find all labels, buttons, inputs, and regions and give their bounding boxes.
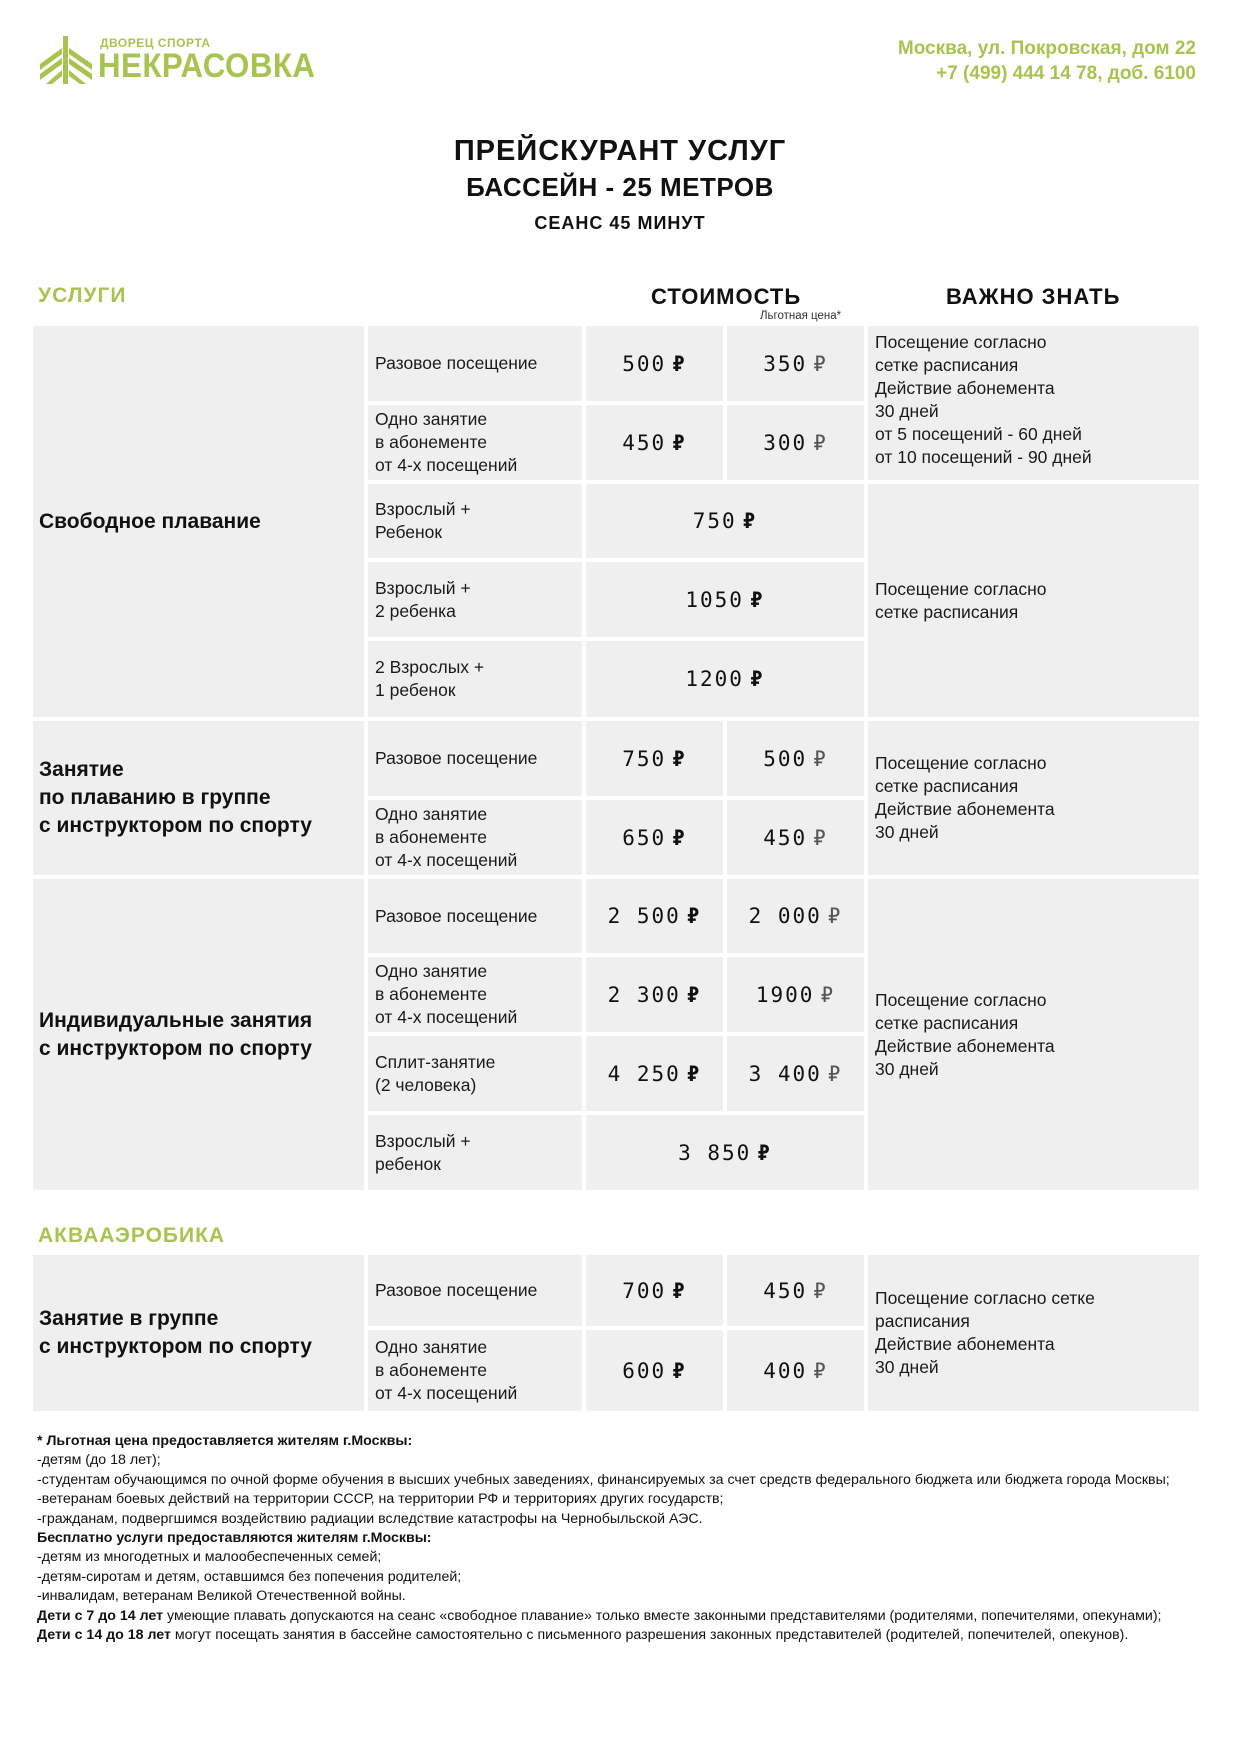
price-cell: [586, 1255, 723, 1326]
price-cell: [586, 1330, 723, 1411]
price-cell: [586, 957, 723, 1032]
option-cell: Разовое посещение: [368, 1255, 582, 1326]
logo-mark-icon: [40, 34, 92, 86]
page-title: [0, 134, 1240, 240]
discount-price-cell: [727, 721, 864, 796]
price-cell: [586, 326, 723, 401]
discount-price-value: 300: [763, 430, 808, 455]
option-cell: Одно занятие в абонементе от 4-х посещений: [368, 957, 582, 1032]
option-cell: Одно занятие в абонементе от 4-х посещений: [368, 800, 582, 875]
info-cell: Посещение согласно сетке расписания Действие абонемента 30 дней: [868, 721, 1199, 875]
discount-price-value: 450: [763, 825, 808, 850]
price-cell: [586, 879, 723, 953]
option-cell: Взрослый + 2 ребенка: [368, 562, 582, 637]
option-cell: Разовое посещение: [368, 326, 582, 401]
ruble-icon: ₽: [813, 430, 828, 455]
price-value: 2 500: [607, 904, 681, 928]
contacts: [898, 36, 1196, 86]
discount-item: -детям (до 18 лет);: [37, 1452, 161, 1469]
title-line-2: БАССЕЙН - 25 МЕТРОВ: [466, 172, 774, 202]
discount-price-cell: [727, 1330, 864, 1411]
ruble-icon: ₽: [813, 825, 828, 850]
title-line-3: СЕАНС 45 МИНУТ: [534, 213, 706, 233]
ruble-icon: ₽: [827, 904, 843, 928]
price-cell: [586, 405, 723, 480]
discount-price-value: 350: [763, 351, 808, 376]
free-item: -детям-сиротам и детям, оставшимся без попечения родителей;: [37, 1568, 462, 1585]
info-cell: Посещение согласно сетке расписания Действие абонемента 30 дней: [868, 1255, 1199, 1411]
service-group-swim: Занятие по плаванию в группе с инструктором по спорту: [33, 721, 364, 875]
ruble-icon: ₽: [813, 1358, 828, 1383]
price-value: 450: [622, 430, 667, 455]
logo-title: НЕКРАСОВКА: [98, 47, 316, 85]
kids-14-18-note: Дети с 14 до 18 лет могут посещать занятия в бассейне самостоятельно с письменного разрешения законных представителей (родителей, попечителей, опекунов).: [37, 1627, 1129, 1644]
ruble-icon: ₽: [672, 1358, 687, 1383]
footnotes: [37, 1432, 1207, 1645]
ruble-icon: ₽: [686, 1061, 702, 1086]
discount-price-value: 400: [763, 1358, 808, 1383]
price-cell: [586, 1115, 864, 1190]
price-cell: [586, 641, 864, 717]
price-cell: [586, 800, 723, 875]
ruble-icon: ₽: [749, 667, 765, 691]
price-value: 600: [622, 1358, 667, 1383]
services-heading: УСЛУГИ: [38, 284, 127, 307]
ruble-icon: ₽: [672, 746, 687, 771]
discount-price-cell: [727, 405, 864, 480]
ruble-icon: ₽: [749, 587, 765, 612]
discount-price-value: 3 400: [748, 1061, 822, 1086]
free-item: -инвалидам, ветеранам Великой Отечественной войны.: [37, 1588, 406, 1605]
option-cell: Сплит-занятие (2 человека): [368, 1036, 582, 1111]
discount-price-note: Льготная цена*: [760, 310, 842, 322]
discount-price-cell: [727, 957, 864, 1032]
info-cell: Посещение согласно сетке расписания: [868, 484, 1199, 717]
ruble-icon: ₽: [686, 982, 702, 1007]
option-cell: Разовое посещение: [368, 721, 582, 796]
option-cell: Разовое посещение: [368, 879, 582, 953]
aqua-aerobics-heading: АКВААЭРОБИКА: [38, 1224, 226, 1247]
option-cell: Одно занятие в абонементе от 4-х посещений: [368, 405, 582, 480]
info-cell: Посещение согласно сетке расписания Действие абонемента 30 дней: [868, 879, 1199, 1190]
discount-price-cell: [727, 1255, 864, 1326]
option-cell: Одно занятие в абонементе от 4-х посещений: [368, 1330, 582, 1411]
discount-price-cell: [727, 800, 864, 875]
kids-7-14-note: Дети с 7 до 14 лет умеющие плавать допускаются на сеанс «свободное плавание» только вместе законными представителями (родителями, попечителями, опекунами);: [37, 1607, 1162, 1624]
discount-heading: * Льготная цена предоставляется жителям г.Москвы:: [37, 1433, 413, 1449]
price-cell: [586, 484, 864, 558]
discount-item: -студентам обучающимся по очной форме обучения в высших учебных заведениях, финансируемых за счет средств федерального бюджета или бюджета города Москвы;: [37, 1471, 1170, 1488]
logo: [40, 34, 316, 86]
info-cell: Посещение согласно сетке расписания Действие абонемента 30 дней от 5 посещений - 60 дней от 10 посещений - 90 дней: [868, 326, 1199, 480]
important-heading: ВАЖНО ЗНАТЬ: [946, 284, 1121, 309]
discount-item: -гражданам, подвергшимся воздействию радиации вследствие катастрофы на Чернобыльской АЭС.: [37, 1510, 703, 1527]
option-cell: Взрослый + ребенок: [368, 1115, 582, 1190]
free-item: -детям из многодетных и малообеспеченных семей;: [37, 1549, 382, 1566]
price-value: 750: [692, 509, 737, 533]
option-cell: 2 Взрослых + 1 ребенок: [368, 641, 582, 717]
ruble-icon: ₽: [827, 1061, 843, 1086]
price-value: 1200: [685, 667, 744, 691]
ruble-icon: ₽: [820, 982, 836, 1007]
title-line-1: ПРЕЙСКУРАНТ УСЛУГ: [453, 135, 787, 167]
ruble-icon: ₽: [672, 1278, 687, 1303]
free-heading: Бесплатно услуги предоставляются жителям г.Москвы:: [37, 1530, 432, 1547]
ruble-icon: ₽: [813, 1278, 828, 1303]
price-value: 3 850: [678, 1140, 752, 1165]
price-value: 650: [622, 825, 667, 850]
discount-price-value: 1900: [755, 982, 815, 1007]
price-value: 2 300: [607, 982, 681, 1007]
address: Москва, ул. Покровская, дом 22: [897, 38, 1196, 59]
logo-subtitle: ДВОРЕЦ СПОРТА: [100, 36, 211, 50]
ruble-icon: ₽: [813, 746, 828, 771]
ruble-icon: ₽: [672, 825, 687, 850]
price-value: 1050: [685, 587, 744, 612]
ruble-icon: ₽: [672, 430, 687, 455]
ruble-icon: ₽: [813, 351, 828, 376]
price-value: 700: [622, 1278, 667, 1303]
price-cell: [586, 1036, 723, 1111]
price-value: 4 250: [607, 1061, 681, 1086]
option-cell: Взрослый + Ребенок: [368, 484, 582, 558]
cost-heading: СТОИМОСТЬ: [651, 284, 802, 309]
service-free-swim: Свободное плавание: [33, 326, 364, 717]
discount-price-cell: [727, 326, 864, 401]
discount-price-value: 2 000: [748, 904, 822, 928]
ruble-icon: ₽: [672, 351, 687, 376]
price-cell: [586, 562, 864, 637]
discount-item: -ветеранам боевых действий на территории СССР, на территории РФ и территориях других государств;: [37, 1491, 724, 1508]
ruble-icon: ₽: [686, 904, 702, 928]
price-cell: [586, 721, 723, 796]
service-individual: Индивидуальные занятия с инструктором по спорту: [33, 879, 364, 1190]
discount-price-value: 500: [763, 746, 808, 771]
phone[interactable]: +7 (499) 444 14 78, доб. 6100: [936, 63, 1196, 84]
price-value: 500: [622, 351, 667, 376]
ruble-icon: ₽: [742, 509, 758, 533]
ruble-icon: ₽: [757, 1140, 772, 1165]
service-aqua-group: Занятие в группе с инструктором по спорту: [33, 1255, 364, 1411]
price-value: 750: [622, 746, 667, 771]
discount-price-cell: [727, 1036, 864, 1111]
discount-price-cell: [727, 879, 864, 953]
discount-price-value: 450: [763, 1278, 808, 1303]
